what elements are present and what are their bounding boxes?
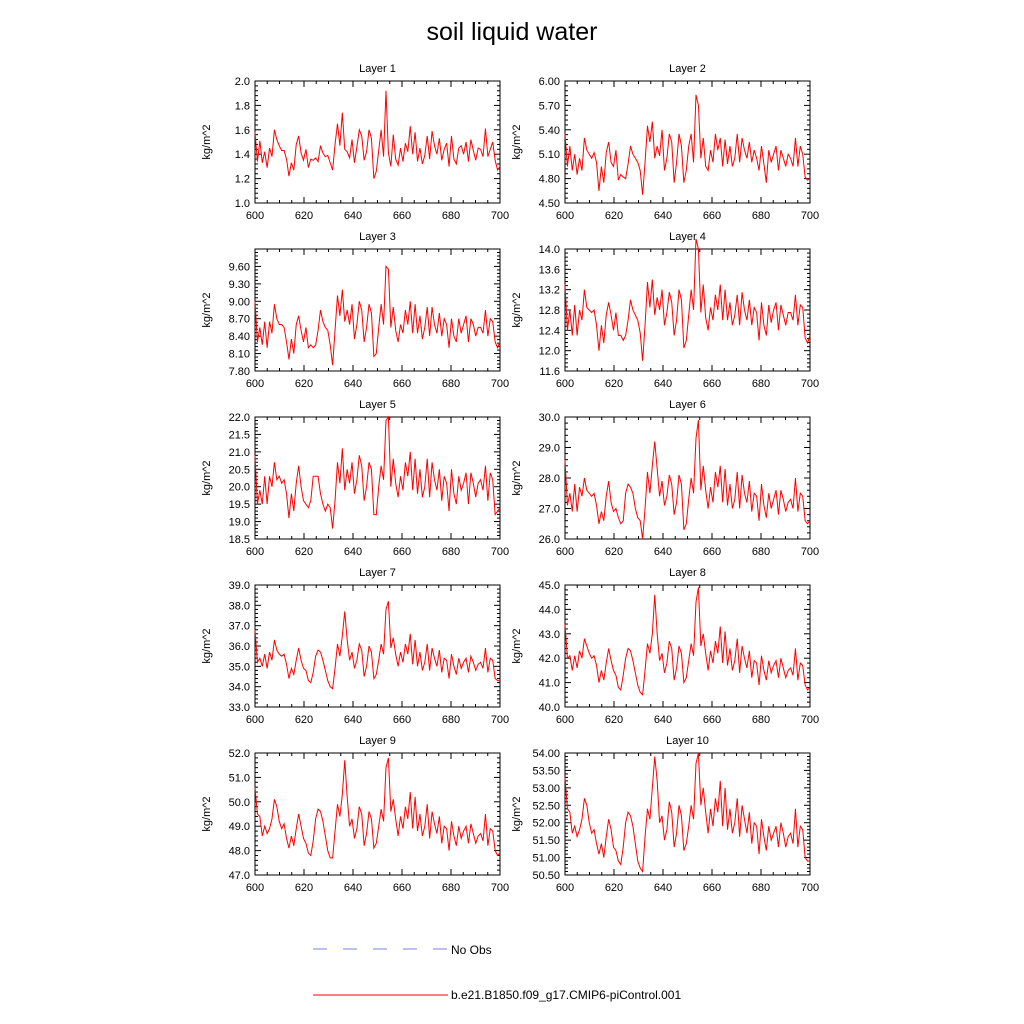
layer-8-series-line [565,587,810,694]
legend-item-no-obs [313,943,492,957]
layer-7-y-axis-label: kg/m^2 [201,628,213,664]
layer-6-x-tick-label: 700 [800,546,820,558]
layer-4-y-tick-label: 13.2 [538,284,560,297]
layer-2-y-axis-label: kg/m^2 [511,124,523,160]
layer-10-x-tick-label: 700 [800,882,820,894]
layer-1-x-tick-label: 660 [392,210,412,222]
layer-6-x-tick-label: 660 [702,546,722,558]
layer-2-y-tick-label: 6.00 [538,76,560,88]
layer-7-y-tick-label: 38.0 [228,600,250,613]
layer-8-x-tick-label: 640 [653,714,673,726]
layer-4-x-tick-label: 640 [653,378,673,390]
layer-3-x-tick-label: 680 [441,378,461,390]
layer-3-x-tick-label: 620 [294,378,314,390]
layer-9-y-tick-label: 50.0 [228,796,250,809]
layer-3-y-tick-label: 8.70 [228,313,250,326]
layer-2-y-tick-label: 4.50 [538,198,560,210]
layer-8-frame [565,585,810,707]
layer-7-frame [255,585,500,707]
layer-4-x-tick-label: 620 [604,378,624,390]
layer-1-y-tick-label: 1.0 [234,198,250,210]
panel-layer-2 [511,63,819,222]
layer-6-frame [565,417,810,539]
layer-3-y-tick-label: 9.30 [228,278,250,291]
layer-3-frame [255,249,500,371]
layer-3-x-tick-label: 660 [392,378,412,390]
layer-1-x-tick-label: 680 [441,210,461,222]
layer-9-y-tick-label: 49.0 [228,821,250,834]
layer-5-x-tick-label: 600 [245,546,265,558]
layer-4-y-tick-label: 11.6 [539,366,560,378]
layer-10-frame [565,753,810,875]
layer-1-y-tick-label: 1.6 [234,124,250,137]
layer-3-y-tick-label: 9.60 [228,261,250,274]
layer-3-y-tick-label: 8.10 [228,348,250,361]
legend-item-picontrol [313,988,681,1002]
layer-6-x-tick-label: 620 [604,546,624,558]
layer-10-y-tick-label: 52.00 [532,817,560,830]
layer-9-x-tick-label: 600 [245,882,265,894]
layer-10-x-tick-label: 640 [653,882,673,894]
layer-1-y-tick-label: 1.2 [234,173,250,186]
layer-9-x-tick-label: 640 [343,882,363,894]
layer-4-x-tick-label: 680 [751,378,771,390]
layer-6-y-tick-label: 26.0 [538,534,560,546]
layer-3-y-tick-label: 8.40 [228,331,250,344]
panel-layer-1 [201,63,509,222]
layer-9-y-tick-label: 47.0 [228,870,250,882]
layer-7-y-tick-label: 36.0 [228,641,250,653]
layer-5-y-tick-label: 21.5 [228,429,250,442]
layer-4-y-tick-label: 14.0 [538,244,560,256]
layer-6-x-tick-label: 640 [653,546,673,558]
layer-2-x-tick-label: 620 [604,210,624,222]
layer-5-x-tick-label: 680 [441,546,461,558]
panel-layer-9 [201,735,509,894]
layer-9-y-axis-label: kg/m^2 [201,796,213,832]
layer-7-y-tick-label: 37.0 [228,620,250,633]
panel-layer-3 [201,231,509,390]
layer-1-series-line [255,91,500,179]
layer-10-y-tick-label: 50.50 [532,870,560,882]
layer-3-y-axis-label: kg/m^2 [201,292,213,328]
layer-7-x-tick-label: 660 [392,714,412,726]
layer-5-x-tick-label: 640 [343,546,363,558]
layer-5-y-tick-label: 18.5 [228,534,250,546]
layer-2-series-line [565,95,810,195]
layer-4-y-tick-label: 12.4 [538,325,560,338]
layer-1-title: Layer 1 [359,63,396,75]
layer-9-x-tick-label: 700 [490,882,510,894]
layer-10-y-tick-label: 51.00 [532,852,560,865]
layer-7-x-tick-label: 700 [490,714,510,726]
layer-5-y-tick-label: 19.0 [228,516,250,529]
panel-layer-6 [511,399,819,558]
figure-title: soil liquid water [426,18,598,46]
layer-10-y-tick-label: 52.50 [532,800,560,813]
layer-4-y-tick-label: 12.0 [538,345,560,358]
layer-2-y-tick-label: 4.80 [538,173,560,186]
layer-9-x-tick-label: 680 [441,882,461,894]
layer-5-y-tick-label: 22.0 [228,412,250,424]
layer-8-x-tick-label: 600 [555,714,575,726]
layer-3-x-tick-label: 700 [490,378,510,390]
layer-8-y-tick-label: 41.0 [538,677,560,690]
layer-3-y-tick-label: 7.80 [228,366,250,378]
layer-4-y-tick-label: 13.6 [538,264,560,277]
layer-9-y-tick-label: 51.0 [228,772,250,785]
layer-10-x-tick-label: 660 [702,882,722,894]
layer-8-x-tick-label: 620 [604,714,624,726]
layer-1-x-tick-label: 640 [343,210,363,222]
layer-8-y-tick-label: 43.0 [538,628,560,641]
layer-9-frame [255,753,500,875]
layer-2-x-tick-label: 700 [800,210,820,222]
layer-1-x-tick-label: 700 [490,210,510,222]
layer-9-y-tick-label: 48.0 [228,845,250,858]
layer-2-y-tick-label: 5.70 [538,100,560,113]
layer-5-y-axis-label: kg/m^2 [201,460,213,496]
layer-1-frame [255,81,500,203]
layer-1-y-tick-label: 1.4 [234,149,250,162]
layer-6-y-axis-label: kg/m^2 [511,460,523,496]
layer-10-y-axis-label: kg/m^2 [511,796,523,832]
layer-7-x-tick-label: 640 [343,714,363,726]
layer-7-y-tick-label: 33.0 [228,702,250,714]
layer-10-title: Layer 10 [666,735,709,747]
layer-9-series-line [255,758,500,858]
layer-7-x-tick-label: 680 [441,714,461,726]
layer-5-x-tick-label: 700 [490,546,510,558]
layer-7-y-tick-label: 39.0 [228,580,250,592]
layer-6-x-tick-label: 680 [751,546,771,558]
layer-4-x-tick-label: 700 [800,378,820,390]
layer-8-x-tick-label: 680 [751,714,771,726]
layer-10-y-tick-label: 54.00 [532,748,560,760]
layer-1-y-tick-label: 2.0 [234,76,250,88]
layer-7-title: Layer 7 [359,567,396,579]
layer-7-x-tick-label: 620 [294,714,314,726]
layer-6-y-tick-label: 30.0 [538,412,560,424]
layer-9-y-tick-label: 52.0 [228,748,250,760]
layer-4-y-tick-label: 12.8 [538,305,560,317]
layer-10-x-tick-label: 680 [751,882,771,894]
layer-8-x-tick-label: 660 [702,714,722,726]
panel-layer-8 [511,567,819,726]
layer-2-title: Layer 2 [669,63,706,75]
layer-6-title: Layer 6 [669,399,706,411]
layer-5-x-tick-label: 660 [392,546,412,558]
layer-8-y-tick-label: 40.0 [538,702,560,714]
legend-label-no-obs: No Obs [451,943,492,957]
layer-8-x-tick-label: 700 [800,714,820,726]
layer-6-y-tick-label: 29.0 [538,442,560,455]
layer-1-x-tick-label: 620 [294,210,314,222]
layer-3-x-tick-label: 600 [245,378,265,390]
layer-5-x-tick-label: 620 [294,546,314,558]
layer-8-y-tick-label: 45.0 [538,580,560,592]
layer-4-series-line [565,239,810,361]
layer-3-x-tick-label: 640 [343,378,363,390]
layer-1-x-tick-label: 600 [245,210,265,222]
panel-layer-4 [511,231,819,390]
layer-2-y-tick-label: 5.40 [538,124,560,137]
legend-label-picontrol: b.e21.B1850.f09_g17.CMIP6-piControl.001 [451,988,682,1002]
layer-4-x-tick-label: 660 [702,378,722,390]
layer-4-x-tick-label: 600 [555,378,575,390]
layer-2-frame [565,81,810,203]
layer-8-title: Layer 8 [669,567,706,579]
layer-5-frame [255,417,500,539]
layer-5-y-tick-label: 20.5 [228,464,250,477]
layer-2-x-tick-label: 600 [555,210,575,222]
panel-layer-5 [201,399,509,558]
layer-5-title: Layer 5 [359,399,396,411]
layer-6-series-line [565,420,810,539]
layer-3-y-tick-label: 9.00 [228,296,250,309]
layer-3-series-line [255,266,500,365]
layer-3-title: Layer 3 [359,231,396,243]
layer-4-y-axis-label: kg/m^2 [511,292,523,328]
panel-layer-7 [201,567,509,726]
layer-4-title: Layer 4 [669,231,706,243]
layer-6-y-tick-label: 27.0 [538,503,560,516]
layer-2-y-tick-label: 5.10 [538,149,560,162]
layer-5-y-tick-label: 19.5 [228,499,250,512]
layer-2-x-tick-label: 680 [751,210,771,222]
layer-7-y-tick-label: 34.0 [228,681,250,694]
layer-2-x-tick-label: 640 [653,210,673,222]
layer-8-y-tick-label: 42.0 [538,653,560,666]
layer-1-y-axis-label: kg/m^2 [201,124,213,160]
layer-5-y-tick-label: 21.0 [228,446,250,459]
layer-5-y-tick-label: 20.0 [228,481,250,494]
layer-2-x-tick-label: 660 [702,210,722,222]
layer-10-series-line [565,753,810,872]
layer-8-y-tick-label: 44.0 [538,604,560,617]
layer-10-x-tick-label: 620 [604,882,624,894]
layer-7-series-line [255,601,500,688]
layer-10-y-tick-label: 53.50 [532,765,560,778]
legend [313,943,681,1002]
layer-6-x-tick-label: 600 [555,546,575,558]
layer-9-x-tick-label: 620 [294,882,314,894]
panel-layer-10 [511,735,819,894]
layer-7-x-tick-label: 600 [245,714,265,726]
layer-10-x-tick-label: 600 [555,882,575,894]
layer-7-y-tick-label: 35.0 [228,661,250,674]
layer-9-x-tick-label: 660 [392,882,412,894]
layer-6-y-tick-label: 28.0 [538,473,560,485]
layer-10-y-tick-label: 53.00 [532,782,560,795]
panels [201,63,819,894]
layer-8-y-axis-label: kg/m^2 [511,628,523,664]
layer-5-series-line [255,417,500,529]
layer-1-y-tick-label: 1.8 [234,100,250,113]
layer-9-title: Layer 9 [359,735,396,747]
layer-10-y-tick-label: 51.50 [532,835,560,848]
